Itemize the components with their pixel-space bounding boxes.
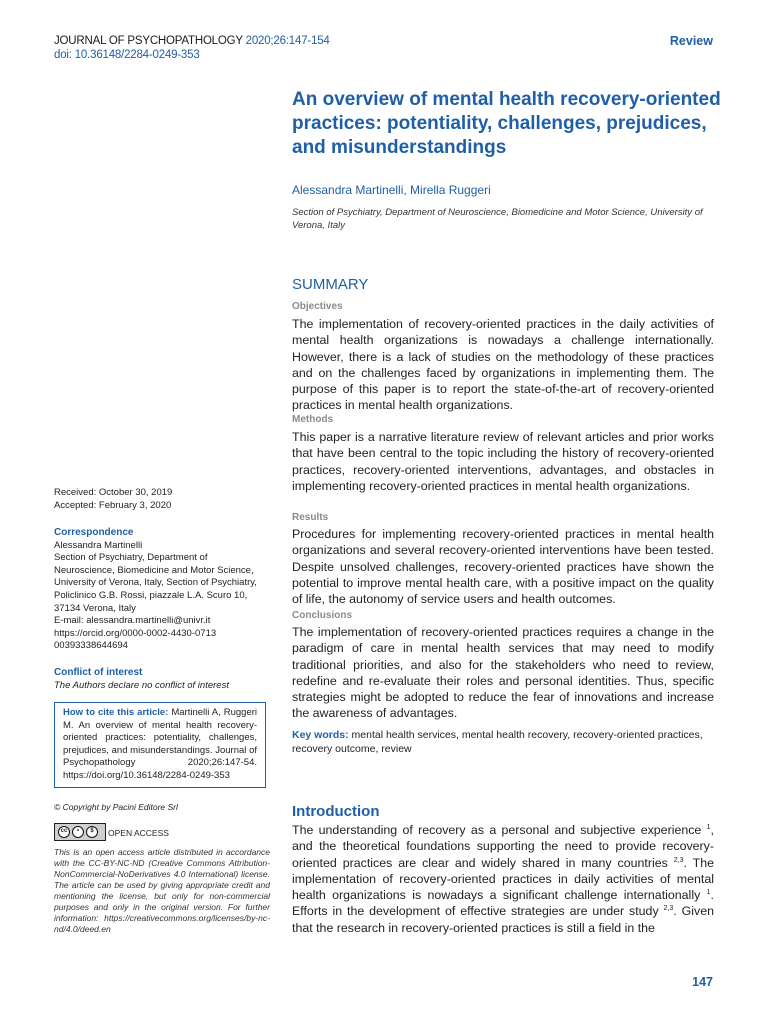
correspondence-email[interactable]: E-mail: alessandra.martinelli@univr.it — [54, 615, 211, 627]
affiliation: Section of Psychiatry, Department of Neuroscience, Biomedicine and Motor Science, University of Verona, Italy — [292, 207, 703, 231]
article-type: Review — [669, 34, 713, 48]
conclusions-label: Conclusions — [292, 610, 353, 621]
page-number: 147 — [692, 975, 713, 989]
copyright: © Copyright by Pacini Editore Srl — [54, 802, 178, 812]
objectives-text: The implementation of recovery-oriented practices in the daily activities of mental health organizations is nowadays a challenge internationally. However, there is a lack of studies on the methodology of these practices and on the challenges faced by organizations in implementing them. The purpose of this paper is to report the state-of-the-art of recovery-oriented practices in mental health organizations. — [292, 317, 714, 413]
correspondence-label: Correspondence — [54, 527, 134, 538]
keywords — [292, 728, 717, 756]
authors: Alessandra Martinelli, Mirella Ruggeri — [292, 183, 491, 197]
citation-ref[interactable]: 2,3 — [663, 905, 674, 913]
cc-license-icon[interactable]: cc • $ — [54, 823, 106, 841]
journal-header — [54, 34, 330, 62]
received-date: Received: October 30, 2019 — [54, 487, 173, 498]
citation-ref[interactable]: 2,3 — [673, 856, 684, 864]
introduction-heading: Introduction — [292, 803, 380, 820]
citation-ref[interactable]: 1 — [706, 889, 711, 897]
article-title: An overview of mental health recovery-oriented practices: potentiality, challenges, prejudices, and misunderstandings — [292, 89, 721, 158]
journal-name: JOURNAL OF PSYCHOPATHOLOGY — [54, 35, 243, 47]
conflict-label: Conflict of interest — [54, 667, 143, 678]
correspondence-phone: 00393338644694 — [54, 640, 128, 652]
doi-link[interactable]: doi: 10.36148/2284-0249-353 — [54, 49, 200, 61]
conclusions-text: The implementation of recovery-oriented practices requires a change in the paradigm of care in mental health services that may need to modify traditional priorities, and also for the stakeholders who need to review, redefine and re-evaluate their roles and personal identities. Thus, specific strategies might be adopted to reduce the fear of innovations and increase the awareness of advantages. — [292, 625, 714, 721]
conflict-block — [54, 667, 266, 692]
results-text: Procedures for implementing recovery-oriented practices in mental health organizations and several recovery-oriented interventions have been tested. Despite unsolved challenges, recovery-oriented practices have shown the potential to improve mental health care, with a positive impact on the quality of life, the autonomy of service users and health outcomes. — [292, 527, 714, 607]
correspondence-name: Alessandra Martinelli — [54, 539, 143, 551]
methods-text: This paper is a narrative literature review of relevant articles and prior works that have been central to the topic including the history of recovery-oriented practices, recovery-oriented interventions, advantages, and obstacles in implementing recovery-oriented practices in mental health organizations. — [292, 430, 714, 493]
keywords-label: Key words: — [292, 729, 349, 741]
open-access-label: OPEN ACCESS — [108, 828, 169, 838]
cite-text: Martinelli A, Ruggeri M. An overview of mental health recovery-oriented practices: potentiality, challenges, prejudices, and misunderstandings. Journal of Psychopathology 2020;26:147-54. https://doi.org/10.36148/2284-0249-353 — [63, 707, 258, 781]
correspondence-block — [54, 527, 266, 653]
how-to-cite-box — [54, 702, 266, 788]
journal-issue: 2020;26:147-154 — [245, 35, 330, 47]
objectives-label: Objectives — [292, 301, 343, 312]
introduction-text: The understanding of recovery as a personal and subjective experience $^1$, and the theoretical foundations supporting the need to provide recovery-oriented practices are clear and widely shared in many countries $^{2,3}$. The implementation of recovery-oriented practices in daily activities of mental health organizations is nowadays a significant challenge internationally $^1$. Efforts in the development of effective strategies are under study $^{2,3}$. Given that the research in recovery-oriented practices is still a field in the — [292, 823, 714, 935]
dates — [54, 487, 266, 512]
results-label: Results — [292, 512, 329, 523]
cite-label: How to cite this article: — [63, 707, 169, 718]
correspondence-orcid[interactable]: https://orcid.org/0000-0002-4430-0713 — [54, 627, 217, 639]
conflict-text: The Authors declare no conflict of interest — [54, 679, 229, 691]
accepted-date: Accepted: February 3, 2020 — [54, 499, 172, 511]
correspondence-address: Section of Psychiatry, Department of Neuroscience, Biomedicine and Motor Science, University of Verona, Italy, Section of Psychiatry, Policlinico G.B. Rossi, piazzale L.A. Scuro 10, 37134 Verona, Italy — [54, 552, 257, 614]
license-text: This is an open access article distributed in accordance with the CC-BY-NC-ND (Creative Commons Attribution-NonCommercial-NoDerivatives 4.0 International) license. The article can be used by giving appropriate credit and mentioning the license, but only for non-commercial purposes and only in the original version. For further information: https://creativecommons.org/licenses/by-nc-nd/4.0/deed.en — [54, 847, 270, 934]
citation-ref[interactable]: 1 — [706, 823, 711, 831]
methods-label: Methods — [292, 414, 334, 425]
keywords-text: mental health services, mental health recovery, recovery-oriented practices, recovery outcome, review — [292, 729, 703, 755]
summary-heading: SUMMARY — [292, 276, 369, 293]
